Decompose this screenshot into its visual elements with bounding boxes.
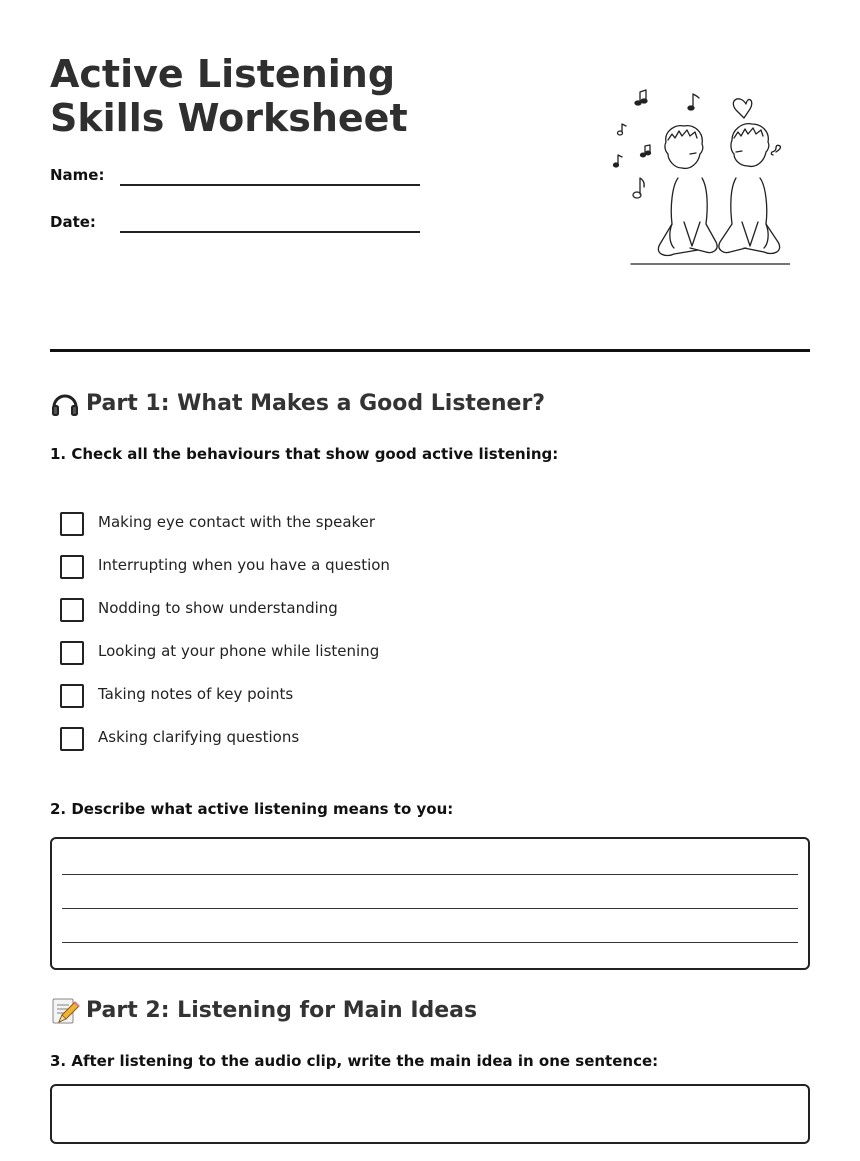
date-label: Date: (50, 213, 96, 231)
checkbox[interactable] (60, 641, 84, 665)
checkbox[interactable] (60, 512, 84, 536)
part1-heading (50, 390, 545, 418)
question-3: 3. After listening to the audio clip, write the main idea in one sentence: (50, 1052, 659, 1070)
part2-heading (50, 997, 477, 1025)
writing-line (62, 908, 798, 909)
writing-line (62, 942, 798, 943)
checklist-item-label: Taking notes of key points (98, 685, 294, 703)
writing-line (62, 874, 798, 875)
question-1: 1. Check all the behaviours that show good active listening: (50, 445, 559, 463)
children-listening-illustration (560, 82, 790, 272)
checkbox[interactable] (60, 727, 84, 751)
checkbox[interactable] (60, 555, 84, 579)
checklist-item-label: Nodding to show understanding (98, 599, 338, 617)
part1-title: Part 1: What Makes a Good Listener? (86, 391, 546, 416)
hearts-icon (733, 99, 790, 193)
checkbox[interactable] (60, 684, 84, 708)
headphones-icon (50, 390, 80, 418)
answer-box-question-2[interactable] (50, 837, 810, 970)
worksheet-title: Active Listening Skills Worksheet (50, 52, 408, 140)
name-input-line[interactable] (120, 184, 420, 186)
date-field[interactable] (50, 212, 430, 240)
question-2: 2. Describe what active listening means to you: (50, 800, 454, 818)
part2-title: Part 2: Listening for Main Ideas (86, 998, 478, 1023)
checklist-item-label: Interrupting when you have a question (98, 556, 390, 574)
checklist-item-label: Making eye contact with the speaker (98, 513, 376, 531)
checklist-item-label: Asking clarifying questions (98, 728, 300, 746)
name-field[interactable] (50, 165, 430, 193)
checklist-item-label: Looking at your phone while listening (98, 642, 380, 660)
answer-box-question-3[interactable] (50, 1084, 810, 1144)
checkbox[interactable] (60, 598, 84, 622)
memo-pencil-icon (50, 997, 80, 1025)
header-divider (50, 349, 810, 352)
name-label: Name: (50, 166, 105, 184)
date-input-line[interactable] (120, 231, 420, 233)
right-child-icon (719, 124, 780, 254)
left-child-icon (658, 126, 717, 256)
